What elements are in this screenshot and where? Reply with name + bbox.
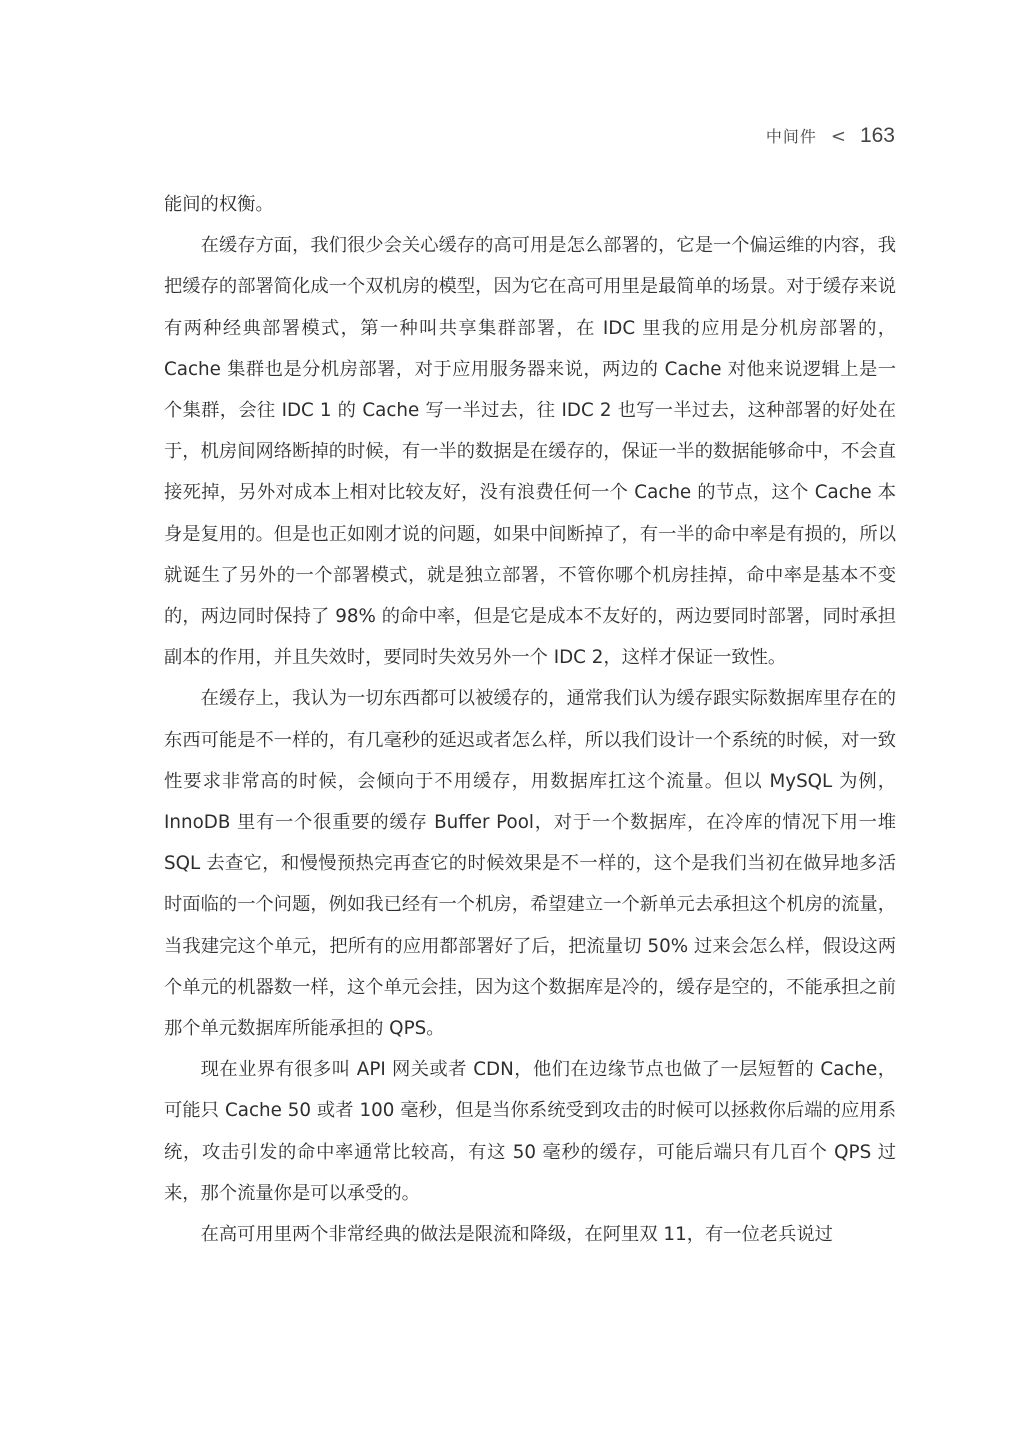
paragraph-rate-limit: 在高可用里两个非常经典的做法是限流和降级，在阿里双 11，有一位老兵说过 [200,1224,833,1246]
paragraph-cache-deployment: 在缓存方面，我们很少会关心缓存的高可用是怎么部署的，它是一个偏运维的内容，我把缓存的部署简化成一个双机房的模型，因为它在高可用里是最简单的场景。对于缓存来说有两种经典部署模式，第一种叫共享集群部署，在 IDC 里我的应用是分机房部署的，Cache 集群也是分机房部署，对于应用服务器来说，两边的 Cache 对他来说逻辑上是一个集群，会往 IDC 1 的 Cache 写一半过去，往 IDC 2 也写一半过去，这种部署的好处在于，机房间网络断掉的时候，有一半的数据是在缓存的，保证一半的数据能够命中，不会直接死掉，另外对成本上相对比较友好，没有浪费任何一个 Cache 的节点，这个 Cache 本身是复用的。但是也正如刚才说的问题，如果中间断掉了，有一半的命中率是有损的，所以就诞生了另外的一个部署模式，就是独立部署，不管你哪个机房挂掉，命中率是基本不变的，两边同时保持了 98% 的命中率，但是它是成本不友好的，两边要同时部署，同时承担副本的作用，并且失效时，要同时失效另外一个 IDC 2，这样才保证一致性。 [164,235,896,669]
paragraph-edge-cache: 现在业界有很多叫 API 网关或者 CDN，他们在边缘节点也做了一层短暂的 Cache，可能只 Cache 50 或者 100 毫秒，但是当你系统受到攻击的时候可以拯救你后端的应用系统，攻击引发的命中率通常比较高，有这 50 毫秒的缓存，可能后端只有几百个 QPS 过来，那个流量你是可以承受的。 [164,1059,896,1204]
paragraph-continuation: 能间的权衡。 [164,194,274,215]
running-header [766,124,895,148]
page-number: 163 [859,124,895,147]
body-text [164,184,896,1255]
header-separator: < [830,126,846,147]
section-title: 中间件 [765,127,817,146]
paragraph-cache-consistency: 在缓存上，我认为一切东西都可以被缓存的，通常我们认为缓存跟实际数据库里存在的东西可能是不一样的，有几毫秒的延迟或者怎么样，所以我们设计一个系统的时候，对一致性要求非常高的时候，会倾向于不用缓存，用数据库扛这个流量。但以 MySQL 为例，InnoDB 里有一个很重要的缓存 Buffer Pool，对于一个数据库，在冷库的情况下用一堆 SQL 去查它，和慢慢预热完再查它的时候效果是不一样的，这个是我们当初在做异地多活时面临的一个问题，例如我已经有一个机房，希望建立一个新单元去承担这个机房的流量，当我建完这个单元，把所有的应用都部署好了后，把流量切 50% 过来会怎么样，假设这两个单元的机器数一样，这个单元会挂，因为这个数据库是冷的，缓存是空的，不能承担之前那个单元数据库所能承担的 QPS。 [164,688,896,1040]
